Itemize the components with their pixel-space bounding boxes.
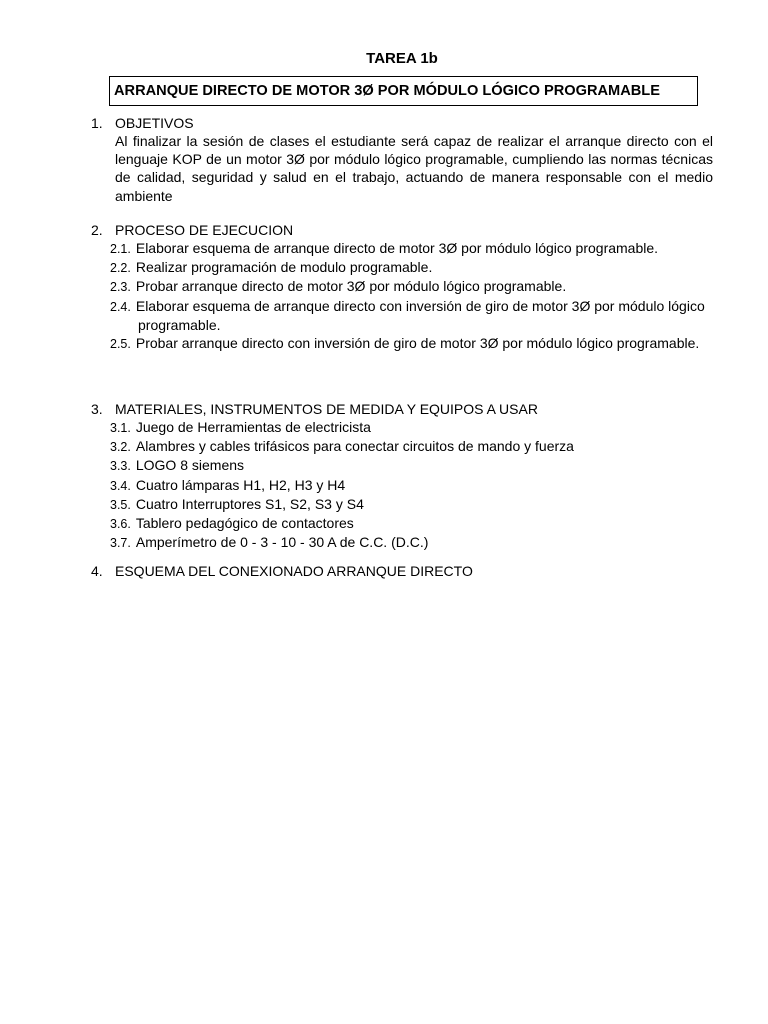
item-text: Alambres y cables trifásicos para conectar circuitos de mando y fuerza — [135, 438, 574, 455]
list-item — [110, 533, 713, 552]
item-text: Amperímetro de 0 - 3 - 10 - 30 A de C.C. (D.C.) — [135, 534, 429, 551]
item-text: Juego de Herramientas de electricista — [135, 419, 371, 435]
section-title: PROCESO DE EJECUCION — [115, 222, 294, 238]
list-item — [110, 258, 713, 277]
item-number: 3.2. — [110, 440, 131, 455]
item-number: 2.4. — [110, 299, 131, 314]
section-title: ESQUEMA DEL CONEXIONADO ARRANQUE DIRECTO — [115, 563, 473, 579]
objectives-paragraph: Al finalizar la sesión de clases el estudiante será capaz de realizar el arranque directo con el lenguaje KOP de un motor 3Ø por módulo lógico programable, cumpliendo las normas técnicas de calidad, seguridad y salud en el trabajo, actuando de manera responsable con el medio ambiente — [115, 133, 713, 204]
section-number: 3. — [91, 401, 103, 417]
item-number: 3.7. — [110, 536, 131, 551]
item-number: 2.2. — [110, 261, 131, 276]
item-number: 3.3. — [110, 459, 131, 474]
list-item — [110, 514, 713, 533]
section-materiales — [91, 400, 713, 552]
item-text: Realizar programación de modulo programable. — [135, 259, 433, 276]
list-item — [110, 476, 713, 495]
item-text: LOGO 8 siemens — [135, 457, 245, 474]
list-item — [110, 297, 713, 334]
item-number: 2.5. — [110, 337, 131, 352]
process-list — [91, 239, 713, 353]
section-heading — [91, 562, 713, 580]
list-item — [110, 495, 713, 514]
list-item — [110, 277, 713, 296]
item-text: Probar arranque directo con inversión de giro de motor 3Ø por módulo lógico programable. — [135, 335, 700, 352]
item-number: 3.5. — [110, 497, 131, 512]
item-text: Tablero pedagógico de contactores — [135, 515, 354, 532]
list-item — [110, 334, 713, 353]
list-item — [110, 456, 713, 475]
item-number: 3.4. — [110, 478, 131, 493]
section-objetivos — [91, 114, 713, 205]
item-text: Cuatro lámparas H1, H2, H3 y H4 — [135, 476, 346, 493]
section-number: 2. — [91, 222, 103, 238]
item-number: 3.1. — [110, 421, 131, 435]
section-number: 1. — [91, 115, 103, 131]
item-text: Cuatro Interruptores S1, S2, S3 y S4 — [135, 495, 364, 512]
item-number: 2.3. — [110, 280, 131, 295]
item-text: Elaborar esquema de arranque directo de motor 3Ø por módulo lógico programable. — [135, 240, 659, 256]
list-item — [110, 437, 713, 456]
section-heading — [91, 400, 713, 418]
section-esquema — [91, 562, 713, 580]
section-title: MATERIALES, INSTRUMENTOS DE MEDIDA Y EQUIPOS A USAR — [115, 401, 538, 417]
materials-list — [91, 418, 713, 552]
item-text: Elaborar esquema de arranque directo con inversión de giro de motor 3Ø por módulo lógico — [135, 297, 705, 314]
item-continuation: programable. — [138, 316, 221, 333]
item-number: 3.6. — [110, 517, 131, 532]
item-number: 2.1. — [110, 242, 131, 256]
section-title: OBJETIVOS — [115, 115, 194, 131]
section-heading — [91, 114, 713, 132]
item-text: Probar arranque directo de motor 3Ø por módulo lógico programable. — [135, 278, 567, 295]
section-proceso — [91, 221, 713, 353]
task-label: TAREA 1b — [366, 50, 438, 67]
list-item — [110, 239, 713, 258]
main-title-box — [109, 76, 698, 106]
section-heading — [91, 221, 713, 239]
list-item — [110, 418, 713, 437]
main-title: ARRANQUE DIRECTO DE MOTOR 3Ø POR MÓDULO LÓGICO PROGRAMABLE — [114, 83, 660, 99]
section-number: 4. — [91, 563, 103, 579]
